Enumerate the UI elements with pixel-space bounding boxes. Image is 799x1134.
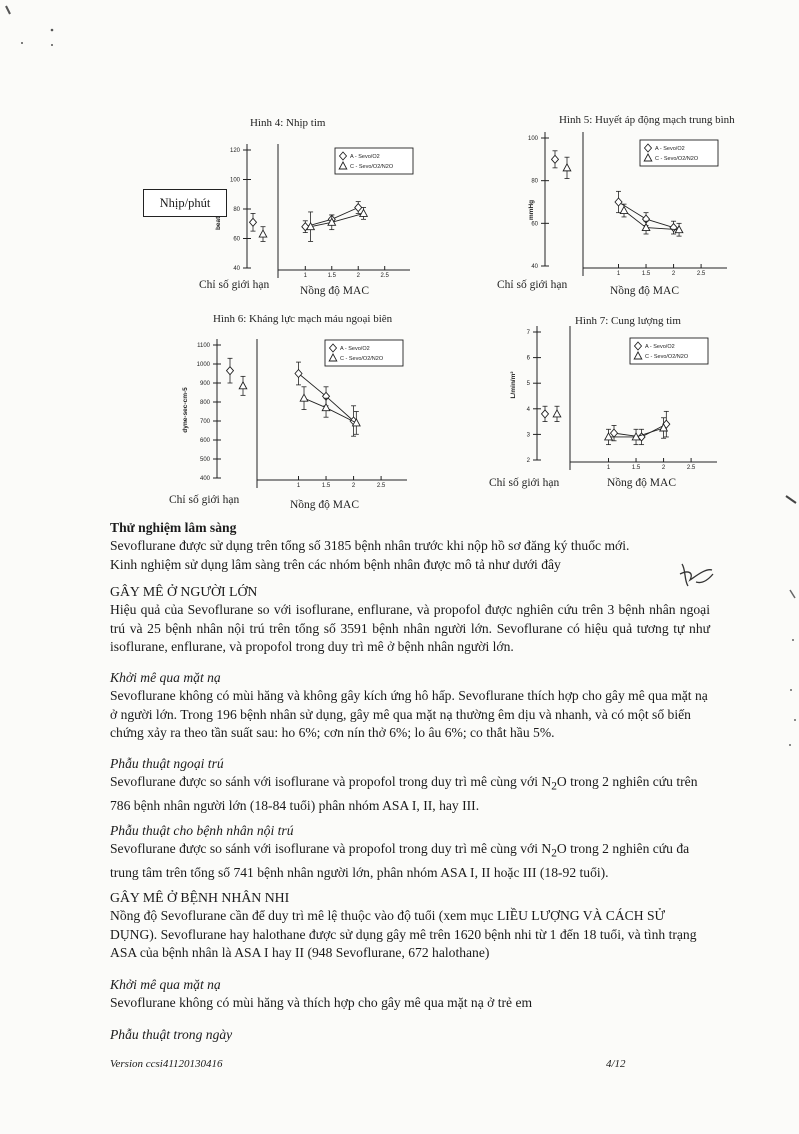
mask-induction-paragraph: Sevoflurane không có mùi hăng và không gây kích ứng hô hấp. Sevoflurane thích hợp cho gây mê qua mặt nạ ở người lớn. Trong 196 bệnh nhân sử dụng, gây mê qua mặt nạ thường êm dịu và nhanh, và có một số biến chứng xảy ra theo tần suất sau: ho 6%; cơn nín thở 6%; lo âu 6%; co thắt hầu 5%. bbox=[110, 688, 708, 741]
y-tick-label: 7 bbox=[526, 330, 530, 336]
y-tick-label: 400 bbox=[199, 476, 210, 482]
y-tick-label: 500 bbox=[199, 457, 210, 463]
x-axis-label: Nồng độ MAC bbox=[610, 285, 680, 297]
x-axis-label: Nồng độ MAC bbox=[290, 499, 360, 511]
x-tick-label: 1.5 bbox=[327, 273, 336, 279]
day-surgery-heading: Phẫu thuật trong ngày bbox=[110, 1027, 233, 1042]
x-tick-label: 1.5 bbox=[631, 465, 641, 471]
x-axis-label: Nồng độ MAC bbox=[300, 285, 370, 297]
x-tick-label: 1.5 bbox=[321, 483, 331, 489]
y-tick-label: 60 bbox=[233, 236, 240, 243]
y-tick-label: 3 bbox=[526, 432, 530, 439]
x-tick-label: 2.5 bbox=[376, 483, 386, 489]
y-tick-label: 6 bbox=[526, 355, 530, 362]
x-tick-label: 1 bbox=[616, 271, 621, 277]
x-axis-label: Nồng độ MAC bbox=[607, 477, 677, 489]
legend-entry: A - Sevo/O2 bbox=[340, 346, 370, 352]
y-tick-label: 4 bbox=[526, 406, 530, 413]
chart-title: Hình 6: Kháng lực mạch máu ngoại biên bbox=[213, 313, 393, 325]
y-tick-label: 700 bbox=[199, 419, 210, 425]
y-tick-label: 2 bbox=[526, 458, 530, 464]
heart-rate-unit-box: Nhịp/phút bbox=[143, 189, 227, 217]
x-tick-label: 2 bbox=[661, 465, 666, 471]
y-tick-label: 80 bbox=[233, 207, 240, 213]
x-tick-label: 2 bbox=[671, 271, 676, 277]
y-tick-label: 100 bbox=[229, 177, 240, 184]
x-tick-label: 2.5 bbox=[696, 271, 706, 277]
pediatric-mask-paragraph: Sevoflurane không có mùi hăng và thích hợp cho gây mê qua mặt nạ ở trẻ em bbox=[110, 995, 533, 1011]
pediatric-paragraph: Nồng độ Sevoflurane cần để duy trì mê lệ thuộc vào độ tuổi (xem mục LIỀU LƯỢNG VÀ CÁCH SỬ DỤNG). Sevoflurane hay halothane được sử dụng gây mê trên 1620 bệnh nhi từ 1 đến 18 tuổi, và tình trạng ASA của bệnh nhân là ASA I hay II (948 Sevoflurane, 672 halothane) bbox=[110, 908, 697, 961]
inpatient-subscript: 2 bbox=[551, 848, 557, 861]
legend-entry: A - Sevo/O2 bbox=[645, 344, 675, 350]
pediatric-mask-heading: Khởi mê qua mặt nạ bbox=[110, 977, 221, 992]
y-axis-label: mmHg bbox=[528, 199, 535, 221]
legend-entry: C - Sevo/O2/N2O bbox=[350, 164, 394, 170]
chart-title: Hình 5: Huyết áp động mạch trung bình bbox=[559, 114, 735, 126]
y-tick-label: 600 bbox=[199, 438, 210, 444]
inpatient-text-a: Sevoflurane được so sánh với isoflurane và propofol trong duy trì mê cùng với N bbox=[110, 841, 552, 857]
x-tick-label: 1 bbox=[606, 465, 611, 471]
y-tick-label: 1100 bbox=[197, 343, 210, 349]
pediatric-heading: GÂY MÊ Ở BỆNH NHÂN NHI bbox=[110, 890, 290, 905]
outpatient-subscript: 2 bbox=[551, 781, 557, 794]
legend-entry: A - Sevo/O2 bbox=[350, 154, 380, 160]
clinical-paragraph-2: Kinh nghiệm sử dụng lâm sàng trên các nhóm bệnh nhân được mô tả như dưới đây bbox=[110, 556, 561, 572]
outpatient-text-a: Sevoflurane được so sánh với isoflurane và propofol trong duy trì mê cùng với N bbox=[110, 774, 552, 790]
y-tick-label: 5 bbox=[526, 381, 530, 388]
legend-entry: C - Sevo/O2/N2O bbox=[655, 156, 699, 162]
x-tick-label: 2.5 bbox=[686, 465, 696, 471]
adult-heading: GÂY MÊ Ở NGƯỜI LỚN bbox=[110, 584, 258, 599]
y-axis-label: L/min/m² bbox=[510, 371, 517, 399]
x-tick-label: 1.5 bbox=[641, 271, 651, 277]
chart-title: Hình 4: Nhịp tim bbox=[250, 117, 326, 129]
footer-page-number: 4/12 bbox=[606, 1058, 626, 1070]
inpatient-heading: Phẫu thuật cho bệnh nhân nội trú bbox=[110, 823, 294, 838]
y-tick-label: 40 bbox=[531, 264, 538, 270]
y-tick-label: 800 bbox=[199, 400, 210, 406]
outpatient-text-b: O trong 2 nghiên cứu trên 786 bệnh nhân người lớn (18-84 tuổi) phân nhóm ASA I, II, hay III. bbox=[110, 774, 698, 813]
legend-entry: C - Sevo/O2/N2O bbox=[645, 354, 689, 360]
y-tick-label: 120 bbox=[229, 148, 240, 154]
y-tick-label: 100 bbox=[527, 136, 538, 142]
adult-paragraph: Hiệu quả của Sevoflurane so với isoflurane, enflurane, và propofol được nghiên cứu trên 3 bệnh nhân ngoại trú và 25 bệnh nhân nội trú trên tổng số 3591 bệnh nhân người lớn. Sevoflurane có hiệu quả tương tự như isoflurane, enflurane, và propofol trong duy trì mê ở bệnh nhân người lớn. bbox=[110, 602, 710, 655]
x-tick-label: 2 bbox=[356, 273, 360, 279]
y-tick-label: 900 bbox=[199, 381, 210, 387]
legend-entry: C - Sevo/O2/N2O bbox=[340, 356, 384, 362]
y-tick-label: 80 bbox=[531, 178, 538, 185]
y-axis-label: dyne-sec-cm-5 bbox=[182, 387, 189, 433]
y-tick-label: 60 bbox=[531, 221, 538, 228]
y-tick-label: 40 bbox=[233, 266, 240, 272]
x-tick-label: 1 bbox=[296, 483, 301, 489]
baseline-label: Chỉ số giới hạn bbox=[169, 494, 240, 506]
legend-entry: A - Sevo/O2 bbox=[655, 146, 685, 152]
baseline-label: Chỉ số giới hạn bbox=[199, 279, 270, 291]
x-tick-label: 2 bbox=[351, 483, 356, 489]
footer-version: Version ccsi41120130416 bbox=[110, 1058, 223, 1070]
chart-title: Hình 7: Cung lượng tim bbox=[575, 315, 681, 327]
mask-induction-heading: Khởi mê qua mặt nạ bbox=[110, 670, 221, 685]
baseline-label: Chỉ số giới hạn bbox=[497, 279, 568, 291]
outpatient-heading: Phẫu thuật ngoại trú bbox=[110, 756, 224, 771]
x-tick-label: 2.5 bbox=[380, 273, 389, 279]
clinical-heading: Thử nghiệm lâm sàng bbox=[110, 520, 237, 535]
y-tick-label: 1000 bbox=[196, 362, 210, 368]
clinical-paragraph-1: Sevoflurane được sử dụng trên tổng số 3185 bệnh nhân trước khi nộp hồ sơ đăng ký thuốc mới. bbox=[110, 538, 630, 554]
inpatient-text-b: O trong 2 nghiên cứu đa trung tâm trên tổng số 741 bệnh nhân người lớn, phân nhóm ASA I, II hoặc III (18-92 tuổi). bbox=[110, 841, 690, 880]
x-tick-label: 1 bbox=[303, 273, 307, 279]
baseline-label: Chỉ số giới hạn bbox=[489, 477, 560, 489]
